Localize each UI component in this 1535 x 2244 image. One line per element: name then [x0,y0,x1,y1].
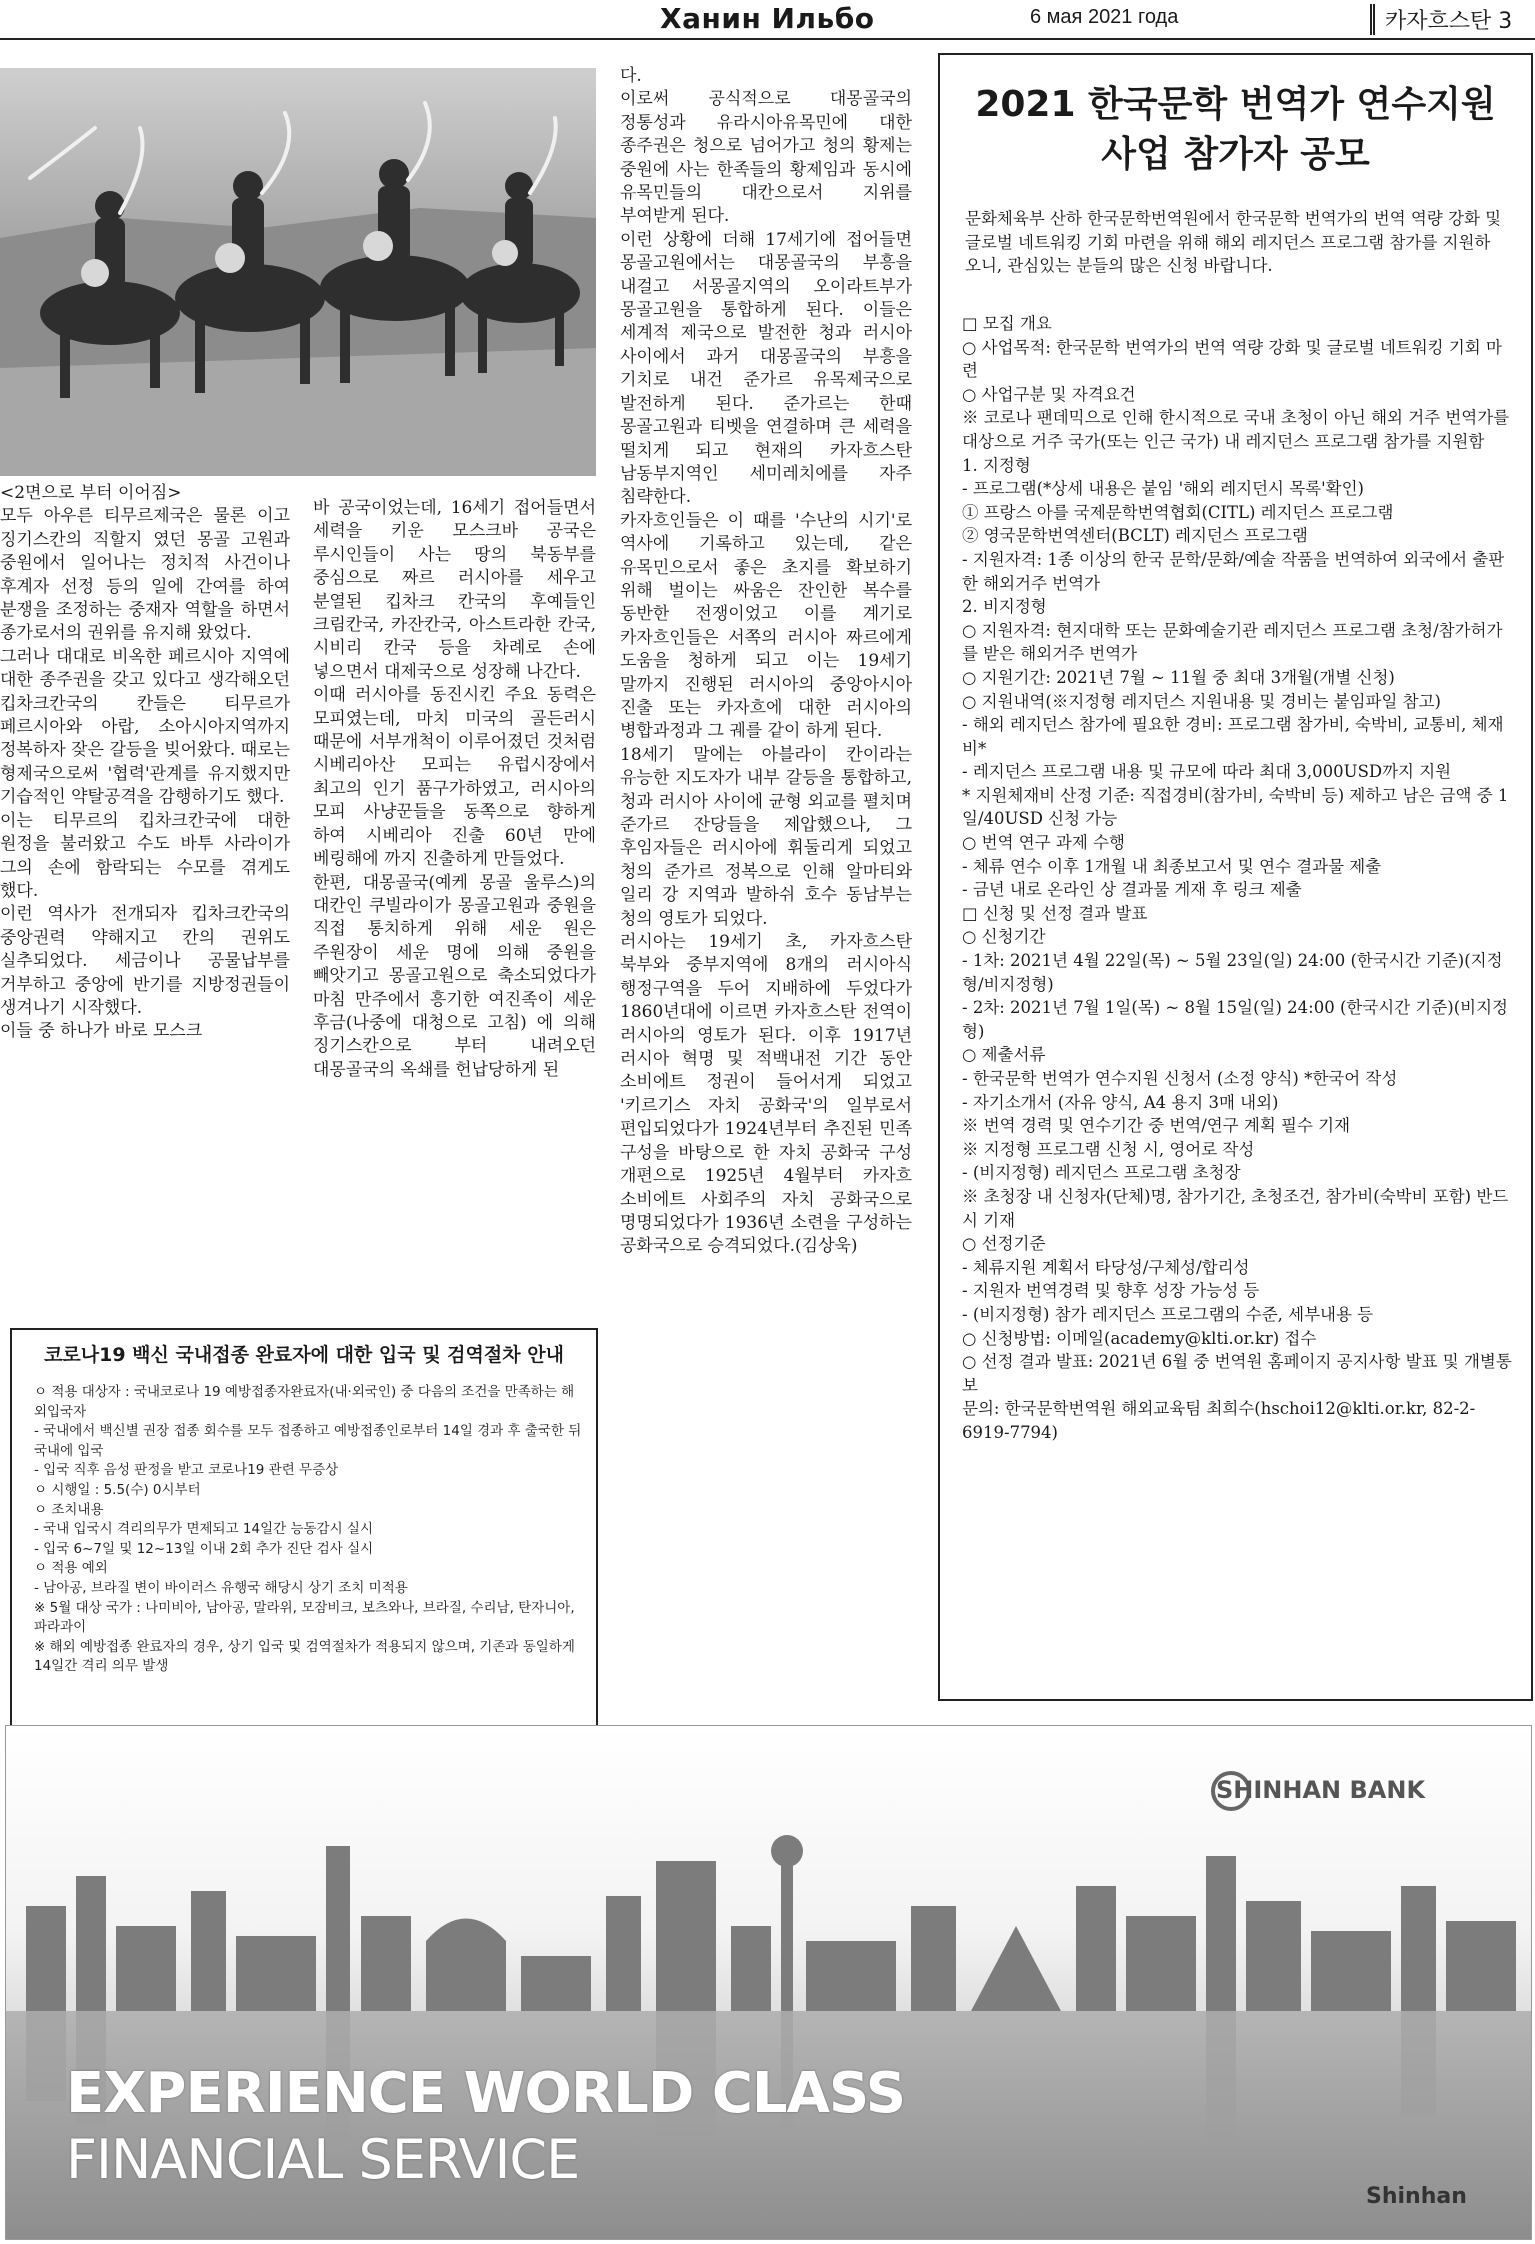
announcement-title: 2021 한국문학 번역가 연수지원 사업 참가자 공모 [975,84,1496,175]
section-page-label: 카자흐스탄 3 [1370,4,1512,35]
issue-date: 6 мая 2021 года [1030,6,1179,28]
announcement-intro: 문화체육부 산하 한국문학번역원에서 한국문학 번역가의 번역 역량 강화 및 글로벌 네트워킹 기회 마련을 위해 해외 레지던스 프로그램 참가를 지원하오니, 관심있는 분들의 많은 신청 바랍니다. [965,209,1502,275]
newspaper-name: Ханин Ильбо [660,2,875,35]
covid-notice-body: ㅇ 적용 대상자 : 국내코로나 19 예방접종자완료자(내·외국인) 중 다음의 조건을 만족하는 해외입국자 - 국내에서 백신별 권장 접종 회수를 모두 접종하고 예방접종인로부터 14일 경과 후 출국한 뒤 국내에 입국 - 입국 직후 음성 판정을 받고 코로나19 관련 무증상 ㅇ 시행일 : 5.5(수) 0시부터 ㅇ 조치내용 - 국내 입국시 격리의무가 면제되고 14일간 능동감시 실시 - 입국 6~7일 및 12~13일 이내 2회 추가 진단 검사 실시 ㅇ 적용 예외 - 남아공, 브라질 변이 바이러스 유행국 해당시 상기 조치 미적용 ※ 5월 대상 국가 : 나미비아, 남아공, 말라위, 모잠비크, 보츠와나, 브라질, 수리남, 탄자니아, 파라과이 ※ 해외 예방접종 완료자의 경우, 상기 입국 및 검역절차가 적용되지 않으며, 기존과 동일하게 14일간 격리 의무 발생 [34,1384,582,1675]
article-column-1: <2면으로 부터 이어짐> 모두 아우른 티무르제국은 물론 이고 징기스칸의 직할지 였던 몽골 고원과 중원에서 일어나는 정치적 사건이나 후계자 선정 등의 일에 간여를 하여 분쟁을 조정하는 중재자 역할을 하면서 종가로서의 권위를 유지해 왔었다. 그러나 대대로 비옥한 페르시아 지역에 대한 종주권을 갖고 있다고 생각해오던 킵차크칸국의 칸들은 티무르가 페르시아와 아랍, 소아시아지역까지 정복하자 잦은 갈등을 빚어왔다. 때로는 형제국으로써 '협력'관계를 유지했지만 기습적인 약탈공격을 감행하기도 했다. 이는 티무르의 킵차크칸국에 대한 원정을 불러왔고 수도 바투 사라이가 그의 손에 함락되는 수모를 겪게도 했다. 이런 역사가 전개되자 킵차크칸국의 중앙권력 약해지고 칸의 권위도 실추되었다. 세금이나 공물납부를 거부하고 중앙에 반기를 지방정권들이 생겨나기 시작했다. 이들 중 하나가 바로 모스크 [0,483,290,1042]
shinhan-bank-advertisement [5,1725,1532,2240]
ad-headline-line-1: EXPERIENCE WORLD CLASS [66,2061,906,2126]
translator-program-announcement [938,53,1533,1701]
article-column-3: 다. 이로써 공식적으로 대몽골국의 정통성과 유라시아유목민에 대한 종주권은 청으로 넘어가고 청의 황제는 중원에 사는 한족들의 황제임과 동시에 유목민들의 대칸으로서 지위를 부여받게 된다. 이런 상황에 더해 17세기에 접어들면 몽골고원에서는 대몽골국의 부흥을 내걸고 서몽골지역의 오이라트부가 몽골고원을 통합하게 된다. 이들은 세계적 제국으로 발전한 청과 러시아 사이에서 과거 대몽골국의 부흥을 기치로 내건 준가르 유목제국으로 발전하게 된다. 준가르는 한때 몽골고원과 티벳을 연결하며 큰 세력을 떨치게 되고 현재의 카자흐스탄 남동부지역인 세미레치에를 자주 침략한다. 카자흐인들은 이 때를 '수난의 시기'로 역사에 기록하고 있는데, 같은 유목민으로서 좋은 초지를 확보하기 위해 벌이는 싸움은 잔인한 복수를 동반한 전쟁이었고 이를 계기로 카자흐인들은 서쪽의 러시아 짜르에게 도움을 청하게 되고 이는 19세기 말까지 진행된 러시아의 중앙아시아 진출 또는 카자흐에 대한 러시아의 병합과정과 그 궤를 같이 하게 된다. 18세기 말에는 아블라이 칸이라는 유능한 지도자가 내부 갈등을 통합하고, 청과 러시아 사이에 균형 외교를 펼치며 준가르 잔당들을 제압했으나, 그 후임자들은 러시아에 휘둘리게 되었고 청의 준가르 정복으로 인해 알마티와 일리 강 지역과 발하쉬 호수 동남부는 청의 영토가 되었다. 러시아는 19세기 초, 카자흐스탄 북부와 중부지역에 8개의 러시아식 행정구역을 두어 지배하에 두었다가 1860년대에 이르면 카자흐스탄 전역이 러시아의 영토가 된다. 이후 1917년 러시아 혁명 및 적백내전 기간 동안 소비에트 정권이 들어서게 되었고 '키르기스 자치 공화국'의 일부로서 편입되었다가 1924년부터 추진된 민족 구성을 바탕으로 한 자치 공화국 구성 개편으로 1925년 4월부터 카자흐 소비에트 사회주의 자치 공화국으로 명명되었다가 1936년 소련을 구성하는 공화국으로 승격되었다.(김상욱) [620,66,912,1257]
ad-headline-line-2: FINANCIAL SERVICE [66,2128,580,2191]
ad-brand-mark: Shinhan [1366,2184,1467,2209]
article-column-2: 바 공국이었는데, 16세기 접어들면서 세력을 키운 모스크바 공국은 루시인들이 사는 땅의 북동부를 중심으로 짜르 러시아를 세우고 분열된 킵차크 칸국의 후예들인 크림칸국, 카잔칸국, 아스트라한 칸국, 시비리 칸국 등을 차례로 손에 넣으면서 대제국으로 성장해 나간다. 이때 러시아를 동진시킨 주요 동력은 모피였는데, 마치 미국의 골든러시 때문에 서부개척이 이루어졌던 것처럼 시베리아산 모피는 유럽시장에서 최고의 인기 품구가하였고, 러시아의 모피 사냥꾼들을 동쪽으로 향하게 하여 시베리아 진출 60년 만에 베링해에 까지 진출하게 만들었다. 한편, 대몽골국(예케 몽골 울루스)의 대칸인 쿠빌라이가 몽골고원과 중원을 직접 통치하게 위해 세운 원은 주원장이 세운 명에 의해 중원을 빼앗기고 몽골고원으로 축소되었다가 마침 만주에서 흥기한 여진족이 세운 후금(나중에 대청으로 고침) 에 의해 징기스칸으로 부터 내려오던 대몽골국의 옥쇄를 헌납당하게 된 [313,498,596,1080]
announcement-body: □ 모집 개요 ○ 사업목적: 한국문학 번역가의 번역 역량 강화 및 글로벌 네트워킹 기회 마련 ○ 사업구분 및 자격요건 ※ 코로나 팬데믹으로 인해 한시적으로 국내 초청이 아닌 해외 거주 번역가를 대상으로 거주 국가(또는 인근 국가) 내 레지던스 프로그램 참가를 지원함 1. 지정형 - 프로그램(*상세 내용은 붙임 '해외 레지던시 목록'확인) ① 프랑스 아를 국제문학번역협회(CITL) 레지던스 프로그램 ② 영국문학번역센터(BCLT) 레지던스 프로그램 - 지원자격: 1종 이상의 한국 문학/문화/예술 작품을 번역하여 외국에서 출판한 해외거주 번역가 2. 비지정형 ○ 지원자격: 현지대학 또는 문화예술기관 레지던스 프로그램 초청/참가허가를 받은 해외거주 번역가 ○ 지원기간: 2021년 7월 ~ 11월 중 최대 3개월(개별 신청) ○ 지원내역(※지정형 레지던스 지원내용 및 경비는 붙임파일 참고) - 해외 레지던스 참가에 필요한 경비: 프로그램 참가비, 숙박비, 교통비, 체재비* - 레지던스 프로그램 내용 및 규모에 따라 최대 3,000USD까지 지원 * 지원체재비 산정 기준: 직접경비(참가비, 숙박비 등) 제하고 남은 금액 중 1일/40USD 신청 가능 ○ 번역 연구 과제 수행 - 체류 연수 이후 1개월 내 최종보고서 및 연수 결과물 제출 - 금년 내로 온라인 상 결과물 게재 후 링크 제출 □ 신청 및 선정 결과 발표 ○ 신청기간 - 1차: 2021년 4월 22일(목) ~ 5월 23일(일) 24:00 (한국시간 기준)(지정형/비지정형) - 2차: 2021년 7월 1일(목) ~ 8월 15일(일) 24:00 (한국시간 기준)(비지정형) ○ 제출서류 - 한국문학 번역가 연수지원 신청서 (소정 양식) *한국어 작성 - 자기소개서 (자유 양식, A4 용지 3매 내외) ※ 번역 경력 및 연수기간 중 번역/연구 계획 필수 기재 ※ 지정형 프로그램 신청 시, 영어로 작성 - (비지정형) 레지던스 프로그램 초청장 ※ 초청장 내 신청자(단체)명, 참가기간, 초청조건, 참가비(숙박비 포함) 반드시 기재 ○ 선정기준 - 체류지원 계획서 타당성/구체성/합리성 - 지원자 번역경력 및 향후 성장 가능성 등 - (비지정형) 참가 레지던스 프로그램의 수준, 세부내용 등 ○ 신청방법: 이메일(academy@klti.or.kr) 접수 ○ 선정 결과 발표: 2021년 6월 중 번역원 홈페이지 공지사항 발표 및 개별통보 문의: 한국문학번역원 해외교육팀 최희수(hschoi12@klti.or.kr, 82-2-6919-7794) [962,314,1512,1442]
horsemen-illustration [0,68,596,476]
covid-notice-title: 코로나19 백신 국내접종 완료자에 대한 입국 및 검역절차 안내 [44,1344,564,1366]
bank-logo-text: SHINHAN BANK [1216,1776,1426,1804]
horsemen-photo [0,68,596,476]
covid-entry-notice-box [10,1328,598,1734]
